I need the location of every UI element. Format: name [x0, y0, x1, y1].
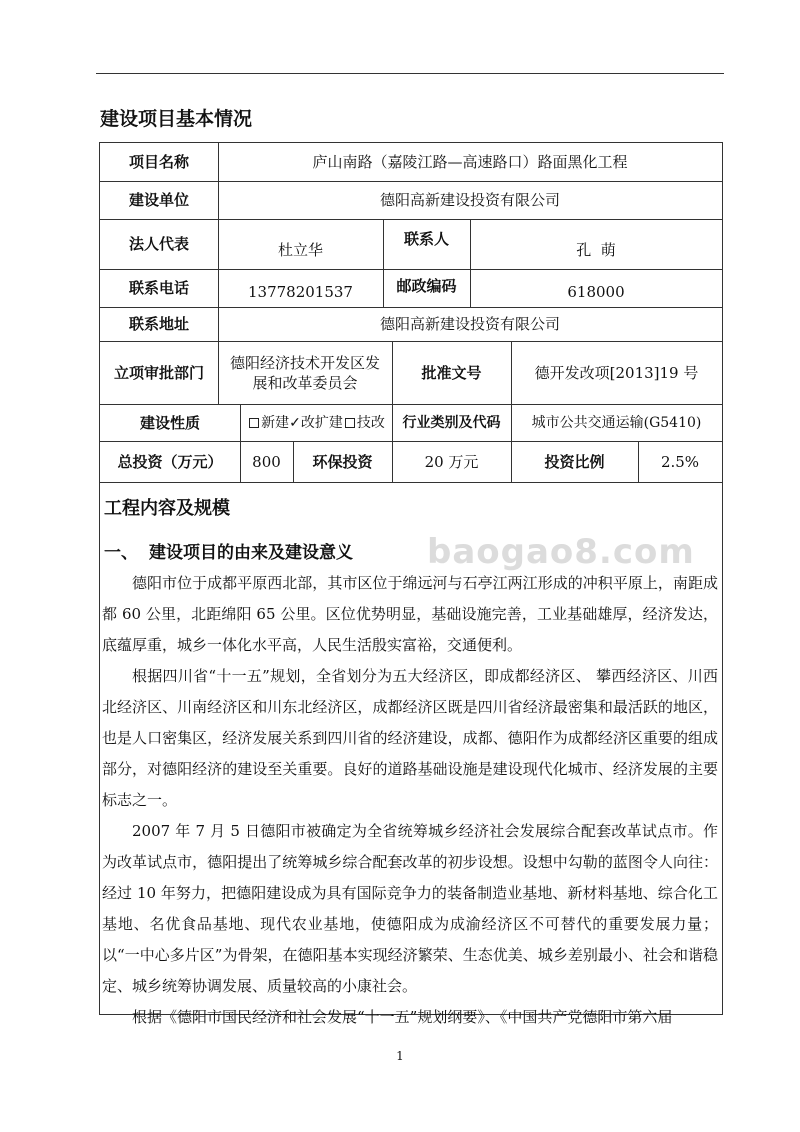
address-value: 德阳高新建设投资有限公司 [379, 315, 560, 333]
nature-expand: 改扩建 [300, 414, 343, 431]
paragraph-4: 根据《德阳市国民经济和社会发展“十一五”规划纲要》、《中国共产党德阳市第六届 [132, 1008, 673, 1026]
approval-dept-label: 立项审批部门 [113, 363, 204, 382]
unit-value: 德阳高新建设投资有限公司 [379, 191, 560, 209]
project-info-table [99, 142, 723, 483]
subsection-text: 建设项目的由来及建设意义 [149, 543, 353, 563]
subsection-title [104, 538, 353, 563]
env-invest-label: 环保投资 [312, 452, 373, 471]
legal-rep-value: 杜立华 [277, 241, 323, 259]
industry-label: 行业类别及代码 [402, 414, 501, 431]
legal-rep-label: 法人代表 [128, 235, 189, 253]
total-invest-label: 总投资（万元） [117, 452, 223, 471]
contact-label: 联系人 [403, 230, 449, 248]
unit-label: 建设单位 [128, 191, 189, 209]
paragraph-1: 德阳市位于成都平原西北部，其市区位于绵远河与石亭江两江形成的冲积平原上，南距成都 60 公里，北距绵阳 65 公里。区位优势明显，基础设施完善，工业基础雄厚，经济发达，底蕴厚重，城乡一体化水平高，人民生活殷实富裕，交通便利。 [102, 574, 718, 654]
header-rule [96, 73, 724, 74]
page-number: 1 [396, 1049, 404, 1063]
paragraph-3: 2007 年 7 月 5 日德阳市被确定为全省统筹城乡经济社会发展综合配套改革试点市。作为改革试点市，德阳提出了统筹城乡综合配套改革的初步设想。设想中勾勒的蓝图令人向往：经过 10 年努力，把德阳建设成为具有国际竞争力的装备制造业基地、新材料基地、综合化工基地、名优食品基地、现代农业基地，使德阳成为成渝经济区不可替代的重要发展力量；以“一中心多片区”为骨架，在德阳基本实现经济繁荣、生态优美、城乡差别最小、社会和谐稳定、城乡统筹协调发展、质量较高的小康社会。 [102, 822, 718, 995]
nature-label: 建设性质 [139, 413, 200, 432]
industry-value: 城市公共交通运输(G5410) [531, 414, 702, 431]
contact-value: 孔 萌 [576, 241, 616, 259]
env-invest-value: 20 万元 [424, 452, 479, 471]
paragraph-2: 根据四川省“十一五”规划，全省划分为五大经济区，即成都经济区、 攀西经济区、川西北经济区、川南经济区和川东北经济区，成都经济区既是四川省经济最密集和最活跃的地区，也是人口密集区，经济发展关系到四川省的经济建设，成都、德阳作为成都经济区重要的组成部分，对德阳经济的建设至关重要。良好的道路基础设施是建设现代化城市、经济发展的主要标志之一。 [102, 667, 718, 809]
nature-options [240, 404, 392, 441]
project-name-label: 项目名称 [128, 153, 189, 171]
watermark: baogao8.com [427, 532, 695, 572]
ratio-label: 投资比例 [544, 452, 605, 471]
nature-tech: 技改 [356, 414, 385, 431]
address-label: 联系地址 [128, 315, 189, 333]
phone-label: 联系电话 [128, 279, 189, 297]
phone-value: 13778201537 [248, 283, 353, 301]
approval-dept-value: 德阳经济技术开发区发展和改革委员会 [229, 353, 380, 392]
subsection-number: 一、 [104, 543, 138, 563]
project-name-value: 庐山南路（嘉陵江路—高速路口）路面黑化工程 [312, 153, 628, 171]
body-text [102, 568, 718, 1033]
new-checkbox [249, 418, 259, 428]
tech-checkbox [345, 418, 355, 428]
nature-new: 新建 [261, 414, 290, 431]
postal-value: 618000 [567, 283, 625, 301]
section-title: 工程内容及规模 [104, 498, 230, 519]
page-heading: 建设项目基本情况 [100, 108, 253, 130]
total-invest-value: 800 [252, 452, 281, 471]
ratio-value: 2.5% [660, 452, 700, 471]
expand-check-mark: ✓ [289, 414, 301, 431]
postal-label: 邮政编码 [396, 277, 457, 295]
approval-no-value: 德开发改项[2013]19 号 [534, 363, 699, 382]
approval-no-label: 批准文号 [421, 363, 482, 382]
